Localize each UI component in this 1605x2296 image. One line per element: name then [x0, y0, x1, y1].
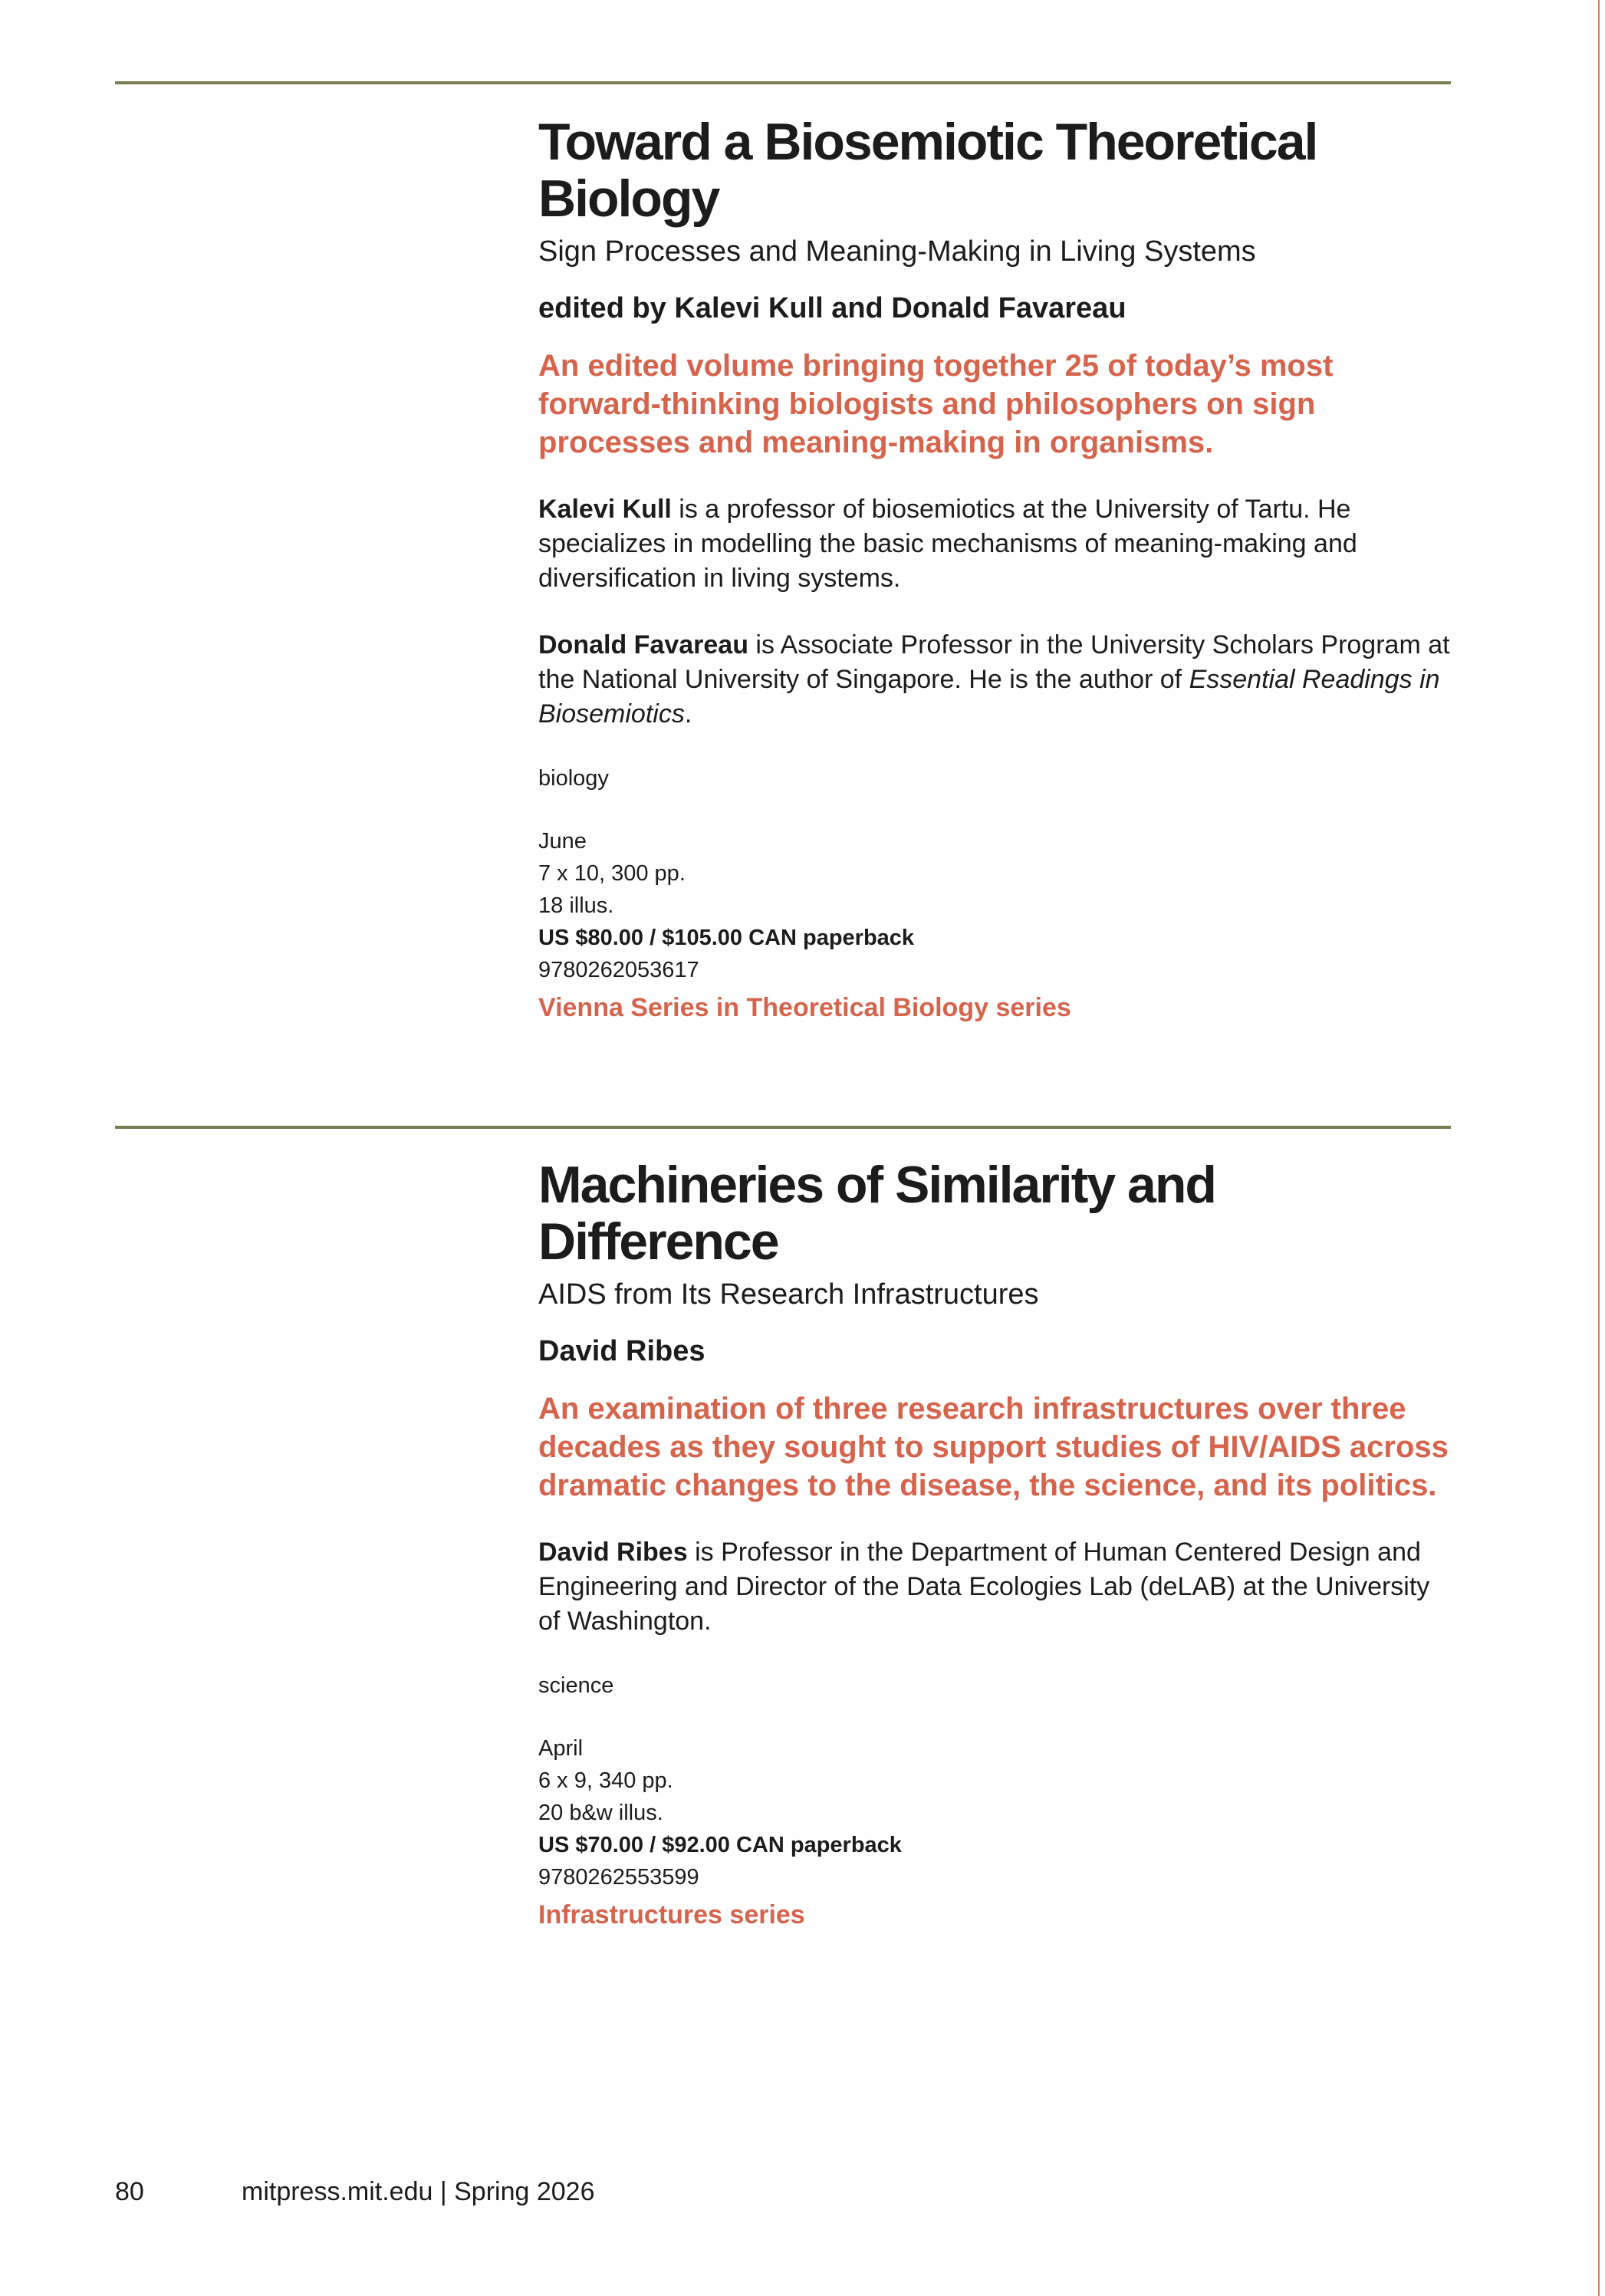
pub-month: June	[538, 829, 587, 854]
book-subtitle: Sign Processes and Meaning-Making in Living Systems	[538, 235, 1256, 268]
author-bio-text: is Professor in the Department of Human Centered Design and Engineering and Director of the Data Ecologies Lab (deLAB) at the University of Washington.	[538, 1538, 1430, 1636]
isbn: 9780262553599	[538, 1865, 699, 1890]
author-bio	[538, 628, 1451, 732]
book-meta	[538, 825, 1459, 986]
footer-site[interactable]: mitpress.mit.edu | Spring 2026	[242, 2177, 595, 2206]
book-reference: Essential Readings in Biosemiotics	[538, 665, 1440, 729]
book-title: Toward a Biosemiotic Theoretical Biology	[538, 113, 1317, 228]
section-divider	[115, 81, 1451, 84]
author-bio	[538, 1535, 1451, 1639]
author-bio-text: is Associate Professor in the University Scholars Program at the National University of Singapore. He is the author of	[538, 630, 1450, 694]
book-entry	[538, 113, 1459, 1026]
author-name: David Ribes	[538, 1538, 688, 1567]
trim-size: 7 x 10, 300 pp.	[538, 861, 686, 886]
section-divider	[115, 1126, 1451, 1129]
price: US $70.00 / $92.00 CAN paperback	[538, 1833, 902, 1857]
book-contributors: David Ribes	[538, 1335, 705, 1367]
book-subtitle: AIDS from Its Research Infrastructures	[538, 1278, 1039, 1311]
illustrations: 18 illus.	[538, 893, 614, 918]
author-bio-tail: .	[684, 699, 692, 729]
book-blurb: An edited volume bringing together 25 of today’s most forward-thinking biologists and philosophers on sign processes and meaning-making in organisms.	[538, 349, 1334, 459]
page-number: 80	[115, 2177, 144, 2206]
author-name: Donald Favareau	[538, 630, 748, 660]
author-name: Kalevi Kull	[538, 495, 672, 524]
book-meta	[538, 1732, 1459, 1893]
book-subject: science	[538, 1673, 614, 1698]
book-title: Machineries of Similarity and Difference	[538, 1156, 1215, 1271]
series-link[interactable]: Infrastructures series	[538, 1900, 805, 1929]
pub-month: April	[538, 1736, 584, 1761]
isbn: 9780262053617	[538, 958, 699, 982]
book-subject: biology	[538, 766, 609, 791]
page-edge-line	[1598, 0, 1600, 2296]
illustrations: 20 b&w illus.	[538, 1801, 663, 1825]
author-bio-text: is a professor of biosemiotics at the University of Tartu. He specializes in modelling the basic mechanisms of meaning-making and diversification in living systems.	[538, 495, 1357, 593]
price: US $80.00 / $105.00 CAN paperback	[538, 926, 915, 950]
trim-size: 6 x 9, 340 pp.	[538, 1768, 673, 1793]
book-blurb: An examination of three research infrastructures over three decades as they sought to support studies of HIV/AIDS across dramatic changes to the disease, the science, and its politics.	[538, 1392, 1449, 1502]
book-entry	[538, 1156, 1459, 1933]
book-contributors: edited by Kalevi Kull and Donald Favareau	[538, 292, 1126, 324]
series-link[interactable]: Vienna Series in Theoretical Biology series	[538, 993, 1071, 1022]
author-bio	[538, 492, 1451, 596]
